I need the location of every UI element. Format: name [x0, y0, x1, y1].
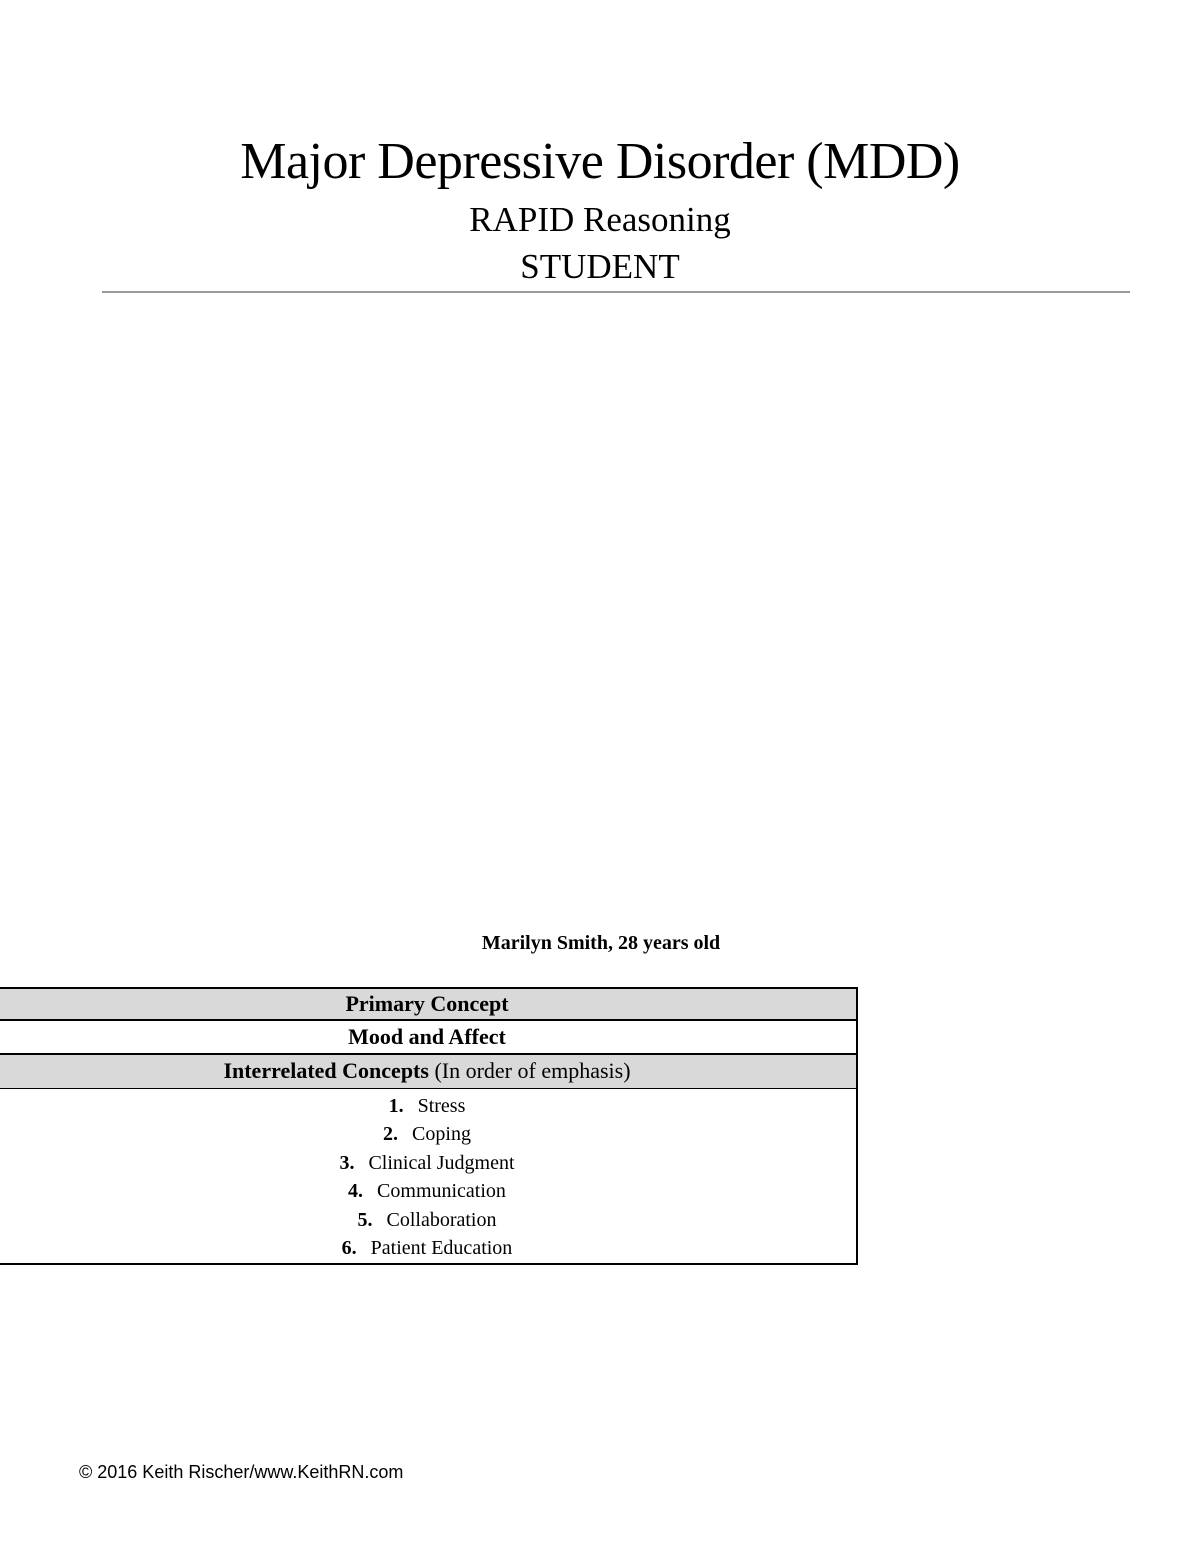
list-item-number: 4.	[348, 1180, 364, 1203]
list-item	[0, 1149, 856, 1177]
interrelated-concepts-note: (In order of emphasis)	[428, 1058, 631, 1083]
list-item	[0, 1206, 856, 1234]
concept-table	[0, 987, 858, 1265]
list-item-number: 5.	[357, 1208, 373, 1231]
document-audience-label: STUDENT	[520, 247, 680, 286]
list-item-label: Communication	[377, 1180, 506, 1203]
list-item-number: 2.	[383, 1123, 399, 1146]
list-item-label: Stress	[417, 1095, 466, 1117]
interrelated-concepts-list	[0, 1089, 856, 1263]
primary-concept-header: Primary Concept	[0, 989, 856, 1021]
list-item-label: Patient Education	[370, 1236, 513, 1259]
list-item-number: 1.	[388, 1095, 404, 1117]
list-item	[0, 1120, 856, 1148]
primary-concept-value: Mood and Affect	[0, 1021, 856, 1055]
list-item	[0, 1177, 856, 1205]
title-divider	[102, 291, 1130, 293]
document-subtitle: RAPID Reasoning	[469, 200, 731, 239]
list-item-label: Coping	[412, 1123, 471, 1146]
list-item-number: 6.	[341, 1236, 357, 1259]
patient-name-age: Marilyn Smith, 28 years old	[481, 932, 721, 954]
list-item-label: Clinical Judgment	[368, 1151, 515, 1174]
list-item-number: 3.	[339, 1151, 355, 1174]
copyright-footer: © 2016 Keith Rischer/www.KeithRN.com	[79, 1462, 404, 1482]
interrelated-concepts-header	[0, 1055, 856, 1089]
list-item	[0, 1234, 856, 1262]
list-item-label: Collaboration	[386, 1208, 497, 1231]
document-title: Major Depressive Disorder (MDD)	[240, 133, 960, 190]
list-item	[0, 1092, 856, 1120]
interrelated-concepts-title: Interrelated Concepts	[223, 1058, 429, 1083]
